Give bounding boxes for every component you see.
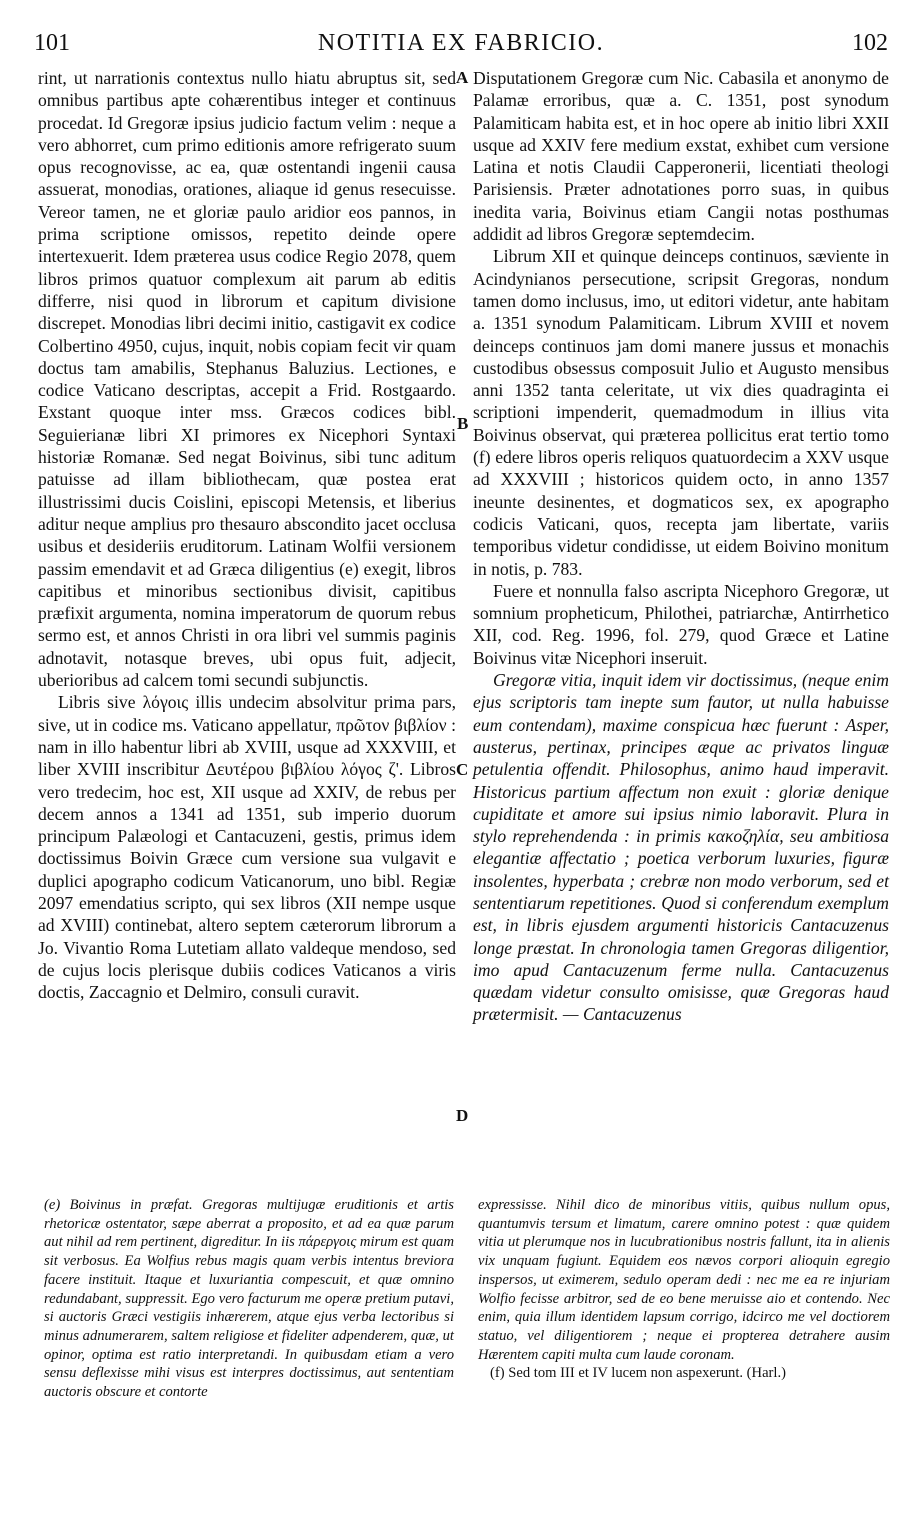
page-header bbox=[30, 30, 892, 62]
margin-marker-c: C bbox=[456, 760, 469, 779]
footnote-e: (e) Boivinus in præfat. Gregoras multijugæ eruditionis et artis rhetoricæ ostentator, sæpe aberrat a proposito, et ad ea quæ parum aut nihil ad rem pertinent, digreditur. In iis πάρεργοις mirum est quam sit verbosus. Ea Wolfius rebus magis quam verbis intentus breviora facere instituit. Itaque et luxuriantia compescuit, et quæ omnino redundabant, suppressit. Ego vero facturum me operæ pretium putavi, si auctoris Græci vestigiis inhærerem, atque ejus verba lectoribus si minus adnumerarem, saltem religiose et fideliter adpenderem, quæ, ut opinor, optima est ratio interpretandi. In quibusdam etiam a vero sensu deflexisse mihi visus est interpres doctissimus, aut sententiam auctoris obscure et contorte bbox=[44, 1197, 454, 1401]
footnotes-left bbox=[44, 1196, 454, 1402]
footnote-e-continued: expressisse. Nihil dico de minoribus vitiis, quibus nullum opus, quantumvis tersum et limatum, carere omnino potest : quæ quidem vitia ut plerumque nos in lucubrationibus nostris fallunt, ita in alienis vix unquam fugiunt. Equidem eos nævos corpori alioquin egregio inspersos, ut eximerem, sedulo operam dedi : nec me ea re injuriam Wolfio fecisse arbitror, sed de eo bene meruisse aio et contendo. Nec enim, quia illum identidem lapsum corrigo, idcirco me vel doctiorem statuo, vel diligentiorem ; neque ei propterea detrahere ausim Hærentem capiti multa cum laude coronam. bbox=[478, 1197, 890, 1363]
margin-marker-d: D bbox=[456, 1106, 469, 1125]
margin-marker-b: B bbox=[457, 414, 469, 433]
page-number-left: 101 bbox=[34, 30, 70, 56]
left-text-column bbox=[38, 67, 456, 1003]
right-paragraph-4: Gregoræ vitia, inquit idem vir doctissimus, (neque enim ejus scriptoris tam inepte sum fautor, ut nulla habuisse eum contendam), maxime conspicua hæc fuerunt : Asper, austerus, pertinax, principes æque ac privatos linguæ petulentia offendit. Philosophus, animo haud imperavit. Historicus partium affectum non exuit : gloriæ denique cupiditate et amore sui ipsius nimio laboravit. Plura in stylo reprehendenda : in primis κακοζηλία, seu ambitiosa elegantiæ affectatio ; poetica verborum luxuries, figuræ insolentes, hyperbata ; crebræ non modo verborum, sed et sententiarum repetitiones. Quod si conferendum exemplum est, in libris ejusdem argumenti historicis Cantacuzenus longe præstat. In chronologia tamen Gregoras diligentior, imo apud Cantacuzenum ferme nulla. Cantacuzenus quædam videtur consulto omisisse, quæ Gregoras haud prætermisit. — Cantacuzenus bbox=[473, 670, 889, 1025]
right-paragraph-2: Librum XII et quinque deinceps continuos, sæviente in Acindynianos persecutione, scripsit Gregoras, nondum tamen domo inclusus, imo, ut editori videtur, ante habitam a. 1351 synodum Palamiticam. Librum XVIII et novem deinceps continuos jam domi manere jussus et monachis custodibus obsessus composuit Julio et Augusto mensibus anni 1352 tanta celeritate, ut vix dies quadraginta ei scriptioni impenderit, quemadmodum in illius vita Boivinus observat, qui præterea pollicitus erat tertio tomo (f) edere libros operis reliquos quatuordecim a XXV usque ad XXXVIII ; historicos quidem octo, in anno 1357 ineunte desinentes, et dogmaticos sex, ex apographo codicis Vaticani, quos, recepta jam libertate, variis temporibus videtur condidisse, ut eidem Boivino monitum in notis, p. 783. bbox=[473, 246, 889, 579]
page-number-right: 102 bbox=[852, 30, 888, 56]
right-paragraph-1: Disputationem Gregoræ cum Nic. Cabasila et anonymo de Palamæ erroribus, quæ a. C. 1351, post synodum Palamiticam habita est, et in hoc opere ab initio libri XXII usque ad XXIV fere medium exstat, exhibet cum versione Latina et notis Claudii Capperonerii, licentiati theologi Parisiensis. Præter adnotationes porro suas, in quibus inedita varia, Boivinus etiam Cangii notas posthumas addidit ad libros Gregoræ septemdecim. bbox=[473, 68, 889, 245]
right-text-column bbox=[473, 67, 889, 1026]
right-paragraph-3: Fuere et nonnulla falso ascripta Nicephoro Gregoræ, ut somnium propheticum, Philothei, patriarchæ, Antirrhetico XII, cod. Reg. 1996, fol. 279, quod Græce et Latine Boivinus vitæ Nicephori inseruit. bbox=[473, 580, 889, 668]
running-title: NOTITIA EX FABRICIO. bbox=[317, 30, 605, 56]
footnote-f: (f) Sed tom III et IV lucem non aspexerunt. (Harl.) bbox=[490, 1365, 786, 1382]
left-paragraph-1: rint, ut narrationis contextus nullo hiatu abruptus sit, sed omnibus partibus apte cohærentibus integer et continuus procedat. Id Gregoræ ipsius judicio factum velim : neque a vero abhorret, cum primo editionis amore refrigerato suum opus recognovisse, ac ea, quæ ostentandi ingenii causa assuerat, monodias, orationes, aliaque id genus resecuisse. Vereor tamen, ne et gloriæ paulo aridior eos pannos, in prima scriptione omissos, repetito deinde opere intertexuerit. Idem præterea usus codice Regio 2078, quem libros primos quatuor complexum ait parum ab editis differre, nisi quod in librorum et capitum divisione discrepet. Monodias libri decimi initio, castigavit ex codice Colbertino 4950, cujus, inquit, nobis copiam fecit vir quam doctus tam amabilis, Stephanus Baluzius. Lectiones, e codice Vaticano descriptas, accepit a Frid. Rostgaardo. Exstant quoque inter mss. Græcos codices bibl. Seguierianæ libri XI primores ex Nicephori Syntaxi historiæ Romanæ. Sed negat Boivinus, sibi tunc aditum patuisse ad illam bibliothecam, quæ postea erat illustrissimi ducis Coislini, episcopi Metensis, et liberius aditur neque amplius pro thesauro abscondito jacet occlusa usibus et desideriis eruditorum. Latinam Wolfii versionem passim emendavit et ad Græca diligentius (e) exegit, libros capitibus et minoribus sectionibus divisit, capitibus præfixit argumenta, nomina imperatorum de quorum rebus sermo est, et annos Christi in ora libri vel summis paginis adnotavit, notasque breves, ubi opus fuit, adjecit, uberioribus ad calcem tomi secundi subjunctis. bbox=[38, 68, 456, 691]
left-paragraph-2: Libris sive λόγοις illis undecim absolvitur prima pars, sive, ut in codice ms. Vaticano appellatur, πρῶτον βιβλίον : nam in illo habentur libri ab XVIII, usque ad XXXVIII, et liber XVIII inscribitur Δευτέρου βιβλίου λόγος ζ'. Libros vero tredecim, hoc est, XII usque ad XXIV, de rebus per decem annos a 1341 ad 1351, sub imperio duorum principum Palæologi et Cantacuzeni, gestis, primus idem doctissimus Boivin Græce cum versione sua vulgavit e duplici apographo codicum Vaticanorum, uno bibl. Regiæ 2097 emendatius scripto, qui sex libros (XII nempe usque ad XVIII) continebat, altero septem cæterorum librorum a Jo. Vivantio Roma Lutetiam allato valdeque mendoso, sed de cujus locis plerisque dubiis codices Vaticanos a viris doctis, Zaccagnio et Delmiro, consuli curavit. bbox=[38, 692, 456, 1003]
margin-marker-a: A bbox=[456, 68, 469, 87]
footnotes-right bbox=[478, 1196, 890, 1383]
